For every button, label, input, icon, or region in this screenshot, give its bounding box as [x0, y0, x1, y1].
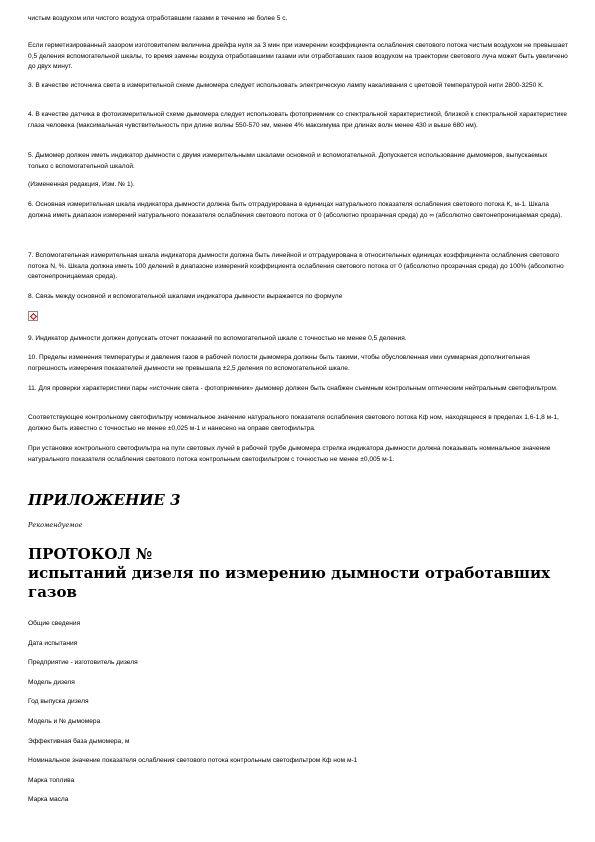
field-manufacturer: Предприятие - изготовитель дизеля — [28, 659, 138, 666]
paragraph-4-sensor: 4. В качестве датчика в фотоизмерительной схеме дымомера следует использовать фотоприемник со спектральной характеристикой, близкой к спектральной характеристике глаза человека (максимальная чувствительность при длине волны 550-570 нм, менее 4% максимума при длинах волн менее 430 и выше 680 нм). — [28, 111, 568, 129]
paragraph-11-filter-check: 11. Для проверки характеристики пары «источник света - фотоприемник» дымомер должен быть снабжен съемным контрольным оптическим нейтральным светофильтром. — [28, 385, 558, 392]
appendix-subtitle: Рекомендуемое — [28, 521, 83, 529]
protocol-title — [28, 545, 568, 602]
formula-image-icon — [28, 311, 38, 321]
paragraph-5-indicator: 5. Дымомер должен иметь индикатор дымности с двумя измерительными шкалами основной и вспомогательной. Допускается использование дымомеров, выпускаемых только с вспомогательной шкалой. — [28, 152, 548, 170]
paragraph-3-light-source: 3. В качестве источника света в измерительной схеме дымомера следует использовать электрическую лампу накаливания с цветовой температурой нити 2800-3250 К. — [28, 82, 544, 89]
field-oil-brand: Марка масла — [28, 796, 69, 803]
field-diesel-model: Модель дизеля — [28, 679, 75, 686]
field-smokemeter-model: Модель и № дымомера — [28, 718, 101, 725]
paragraph-filter-nominal: Соответствующее контрольному светофильтру номинальное значение натурального показателя ослабления светового потока Кф ном, находящееся в пределах 1,6-1,8 м-1, должно быть известно с точностью не менее ±0,025 м-1 и нанесено на оправе светофильтра. — [28, 414, 559, 432]
paragraph-drift: Если герметизированный зазором изготовителем величина дрейфа нуля за 3 мин при измерении коэффициента ослабления светового потока чистым воздухом не превышает 0,5 деления вспомогательной шкалы, то время замены воздуха отработавшими газами или отработавших газов воздухом на траектории светового луча может быть увеличено до двух минут. — [28, 42, 568, 70]
paragraph-10-temperature: 10. Пределы изменения температуры и давления газов в рабочей полости дымомера должны быть такими, чтобы обусловленная ими суммарная дополнительная погрешность измерения показателей дымности не превышала ±2,5 деления по вспомогательной шкале. — [28, 354, 530, 372]
appendix-title: ПРИЛОЖЕНИЕ 3 — [28, 491, 181, 509]
paragraph-6-main-scale: 6. Основная измерительная шкала индикатора дымности должна быть отградуирована в единицах натурального показателя ослабления светового потока K, м-1. Шкала должна иметь диапазон измерений натурального показателя ослабления светового потока от 0 (абсолютно прозрачная среда) до ∞ (абсолютно светонепроницаемая среда). — [28, 201, 563, 219]
paragraph-7-aux-scale: 7. Вспомогательная измерительная шкала индикатора дымности должна быть линейной и отградуирована в относительных единицах коэффициента ослабления светового потока N, %. Шкала должна иметь 100 делений в диапазоне измерений коэффициента ослабления светового потока от 0 (абсолютно прозрачная среда) до 100% (абсолютно светонепроницаемая среда). — [28, 252, 564, 280]
field-general-info: Общие сведения — [28, 620, 81, 627]
field-filter-nominal: Номинальное значение показателя ослабления светового потока контрольным светофильтром Кф ном м-1 — [28, 757, 358, 764]
paragraph-8-scale-relation: 8. Связь между основной и вспомогательной шкалами индикатора дымности выражается по формуле — [28, 293, 343, 300]
paragraph-filter-install: При установке контрольного светофильтра на пути световых лучей в рабочей трубе дымомера стрелка индикатора дымности должна показывать номинальное значение натурального показателя ослабления светового потока контрольным светофильтром с точностью не менее ±0,005 м-1. — [28, 445, 551, 463]
field-test-date: Дата испытания — [28, 640, 78, 647]
protocol-title-line2: испытаний дизеля по измерению дымности отработавших газов — [28, 564, 551, 601]
paragraph-amendment-note: (Измененная редакция, Изм. № 1). — [28, 181, 135, 188]
protocol-title-line1: ПРОТОКОЛ № — [28, 545, 153, 563]
paragraph-9-reading-accuracy: 9. Индикатор дымности должен допускать отсчет показаний по вспомогательной шкале с точностью не менее 0,5 деления. — [28, 335, 407, 342]
field-effective-base: Эффективная база дымомера, м — [28, 738, 130, 745]
field-release-year: Год выпуска дизеля — [28, 698, 89, 705]
field-fuel-brand: Марка топлива — [28, 777, 75, 784]
paragraph-continuation: чистым воздухом или чистого воздуха отработавшим газами в течение не более 5 с. — [28, 15, 288, 22]
